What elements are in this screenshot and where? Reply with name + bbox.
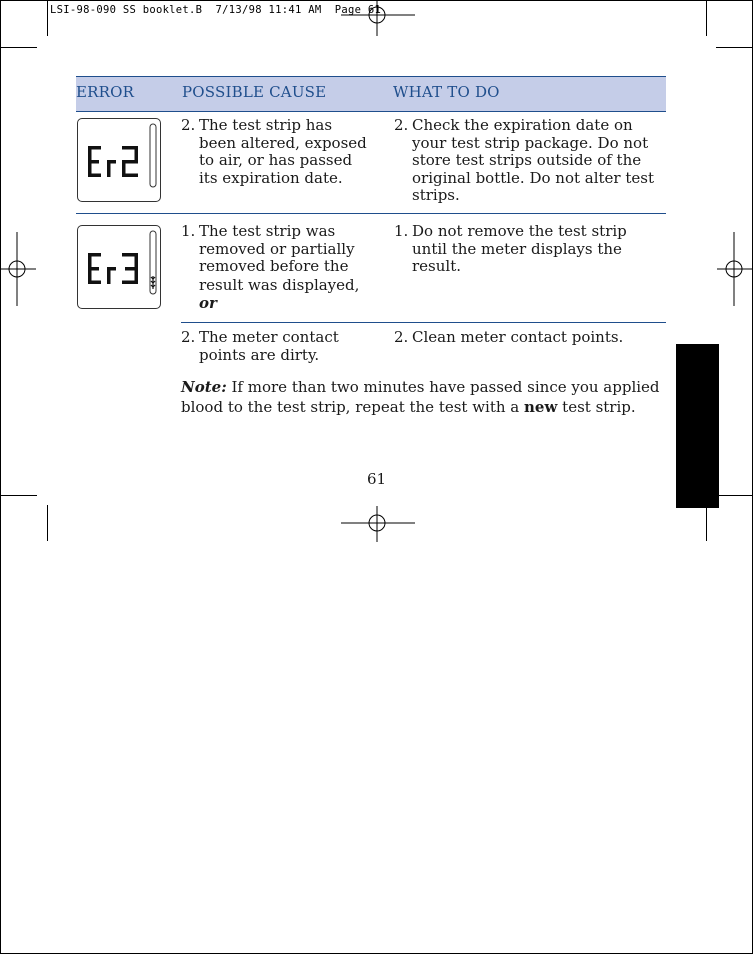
action-item	[394, 117, 666, 205]
text-line: Clean meter contact points.	[412, 328, 624, 346]
lcd-display-er2	[77, 118, 161, 202]
text-line: points are dirty.	[199, 345, 320, 364]
text-line: Check the expiration date on	[412, 116, 633, 134]
text-line: strips.	[412, 186, 460, 204]
note-text-end: test strip.	[557, 397, 636, 416]
item-number: 1.	[394, 222, 409, 240]
text-line: until the meter displays the	[412, 239, 622, 258]
row-er2-cause	[181, 117, 381, 187]
lcd-er2-icon	[78, 119, 162, 203]
row-contacts-action	[394, 329, 666, 347]
item-number: 2.	[181, 328, 196, 346]
text-line: removed before the	[199, 257, 349, 275]
header-possible-cause: POSSIBLE CAUSE	[182, 83, 327, 101]
registration-mark	[0, 232, 36, 306]
crop-mark	[47, 0, 48, 36]
crop-mark	[706, 505, 707, 541]
text-line: its expiration date.	[199, 168, 343, 187]
row-er3-action	[394, 223, 666, 276]
registration-mark	[717, 232, 753, 306]
header-what-to-do: WHAT TO DO	[393, 83, 500, 101]
row-er3-cause	[181, 223, 381, 313]
crop-mark	[0, 47, 37, 48]
or-connector: or	[199, 294, 217, 312]
cause-item	[181, 117, 381, 187]
text-line: your test strip package. Do not	[412, 133, 649, 152]
note-label: Note:	[181, 378, 227, 396]
text-line: original bottle. Do not alter test	[412, 168, 654, 187]
text-line: The meter contact	[199, 328, 339, 346]
text-line: store test strips outside of the	[412, 151, 642, 169]
table-header	[76, 76, 666, 112]
action-item	[394, 223, 666, 276]
text-line: been altered, exposed	[199, 133, 367, 152]
header-error: ERROR	[76, 83, 135, 101]
text-line: result was displayed,	[199, 275, 360, 294]
page-number: 61	[366, 470, 387, 488]
text-line: removed or partially	[199, 239, 355, 258]
action-item	[394, 329, 666, 347]
row-divider	[76, 213, 666, 214]
item-number: 2.	[181, 116, 196, 134]
registration-mark	[341, 0, 415, 36]
note-emphasis: new	[524, 397, 558, 416]
cause-item	[181, 223, 381, 313]
text-line: Do not remove the test strip	[412, 222, 627, 240]
lcd-display-er3	[77, 225, 161, 309]
crop-mark	[716, 495, 753, 496]
text-line: result.	[412, 257, 461, 275]
item-number: 1.	[181, 222, 196, 240]
print-slug: LSI-98-090 SS booklet.B 7/13/98 11:41 AM Page 61	[50, 4, 382, 16]
registration-mark	[341, 506, 415, 542]
item-number: 2.	[394, 328, 409, 346]
text-line: The test strip was	[199, 222, 336, 240]
section-tab	[676, 344, 719, 508]
row-er2-action	[394, 117, 666, 205]
row-contacts-cause	[181, 329, 381, 364]
crop-mark	[716, 47, 753, 48]
text-line: to air, or has passed	[199, 151, 353, 169]
note-text: If more than two minutes have passed since you applied blood to the test strip, repeat the test with a	[181, 378, 660, 416]
item-number: 2.	[394, 116, 409, 134]
crop-mark	[47, 505, 48, 541]
crop-mark	[706, 0, 707, 36]
lcd-er3-icon	[78, 226, 162, 310]
cause-item	[181, 329, 381, 364]
text-line: The test strip has	[199, 116, 333, 134]
note-paragraph	[181, 378, 671, 417]
crop-mark	[0, 495, 37, 496]
row-divider	[181, 322, 666, 323]
